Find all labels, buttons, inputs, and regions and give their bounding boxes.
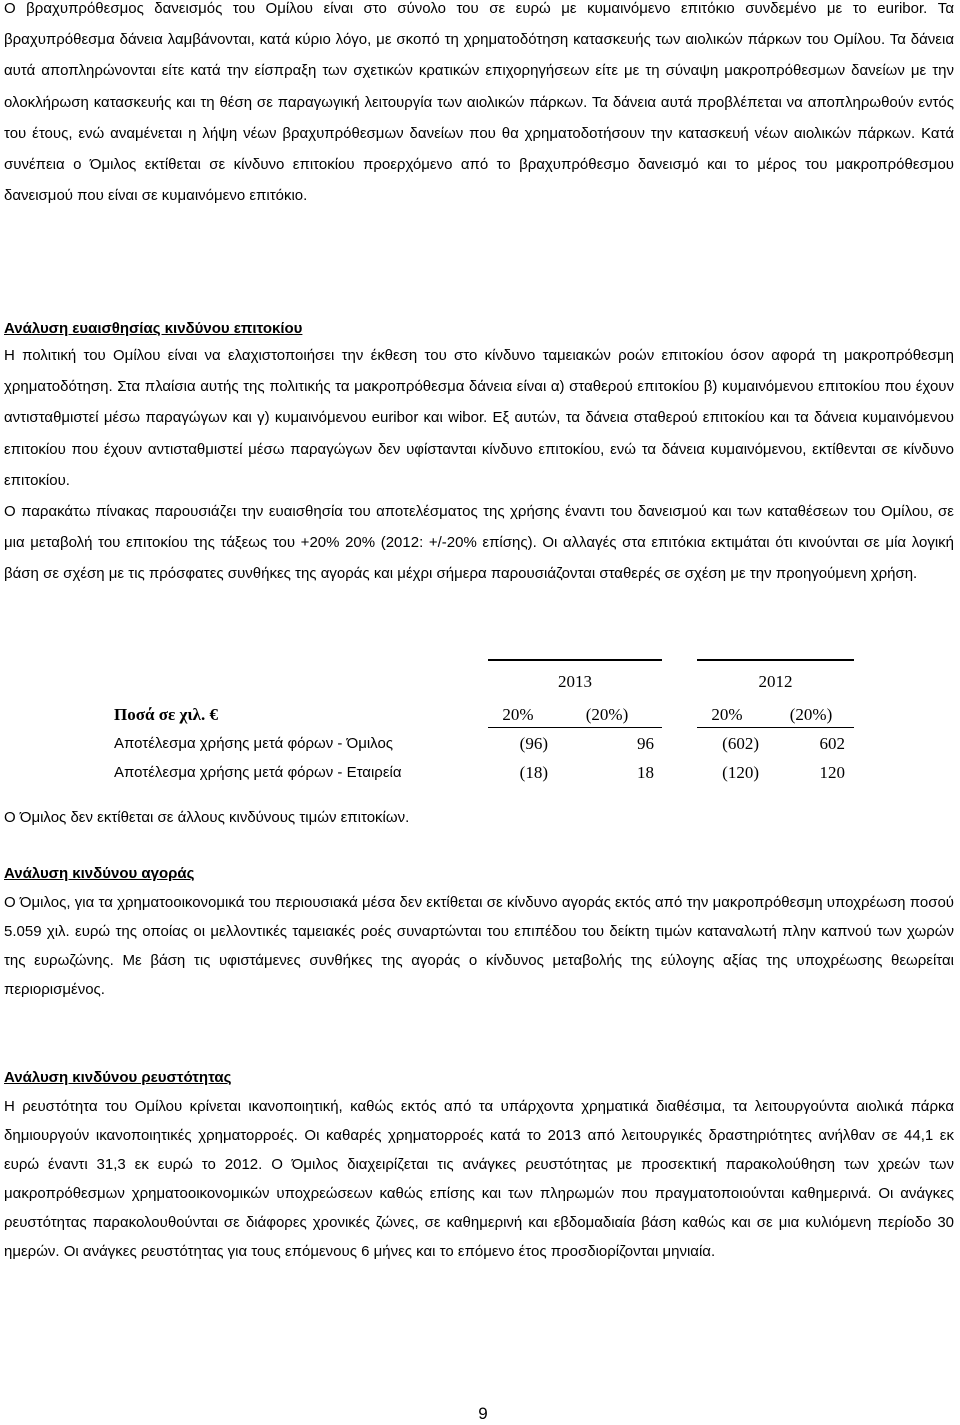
- table-row-company-label: Αποτέλεσμα χρήσης μετά φόρων - Εταιρεία: [114, 764, 402, 781]
- market-risk-heading: Ανάλυση κινδύνου αγοράς: [4, 865, 195, 882]
- table-cell-group-2012-up: (602): [722, 734, 759, 753]
- intro-paragraph: Ο βραχυπρόθεσμος δανεισμός του Ομίλου είναι στο σύνολο του σε ευρώ με κυμαινόμενο επιτόκιο συνδεμένο με το euribor. Τα βραχυπρόθεσμα δάνεια λαμβάνονται, κατά κύριο λόγο, με σκοπό τη χρηματοδότηση κατασκευής των αιολικών πάρκων του Ομίλου. Τα δάνεια αυτά αποπληρώνονται είτε κατά την είσπραξη των σχετικών κρατικών επιχορηγήσεων είτε με τη σύναψη μακροπρόθεσμων δανείων με την ολοκλήρωση κατασκευής και τη θέση σε παραγωγική λειτουργία των αιολικών πάρκων. Τα δάνεια αυτά προβλέπεται να αποπληρωθούν εντός του έτους, ενώ αναμένεται η λήψη νέων βραχυπρόθεσμων δανείων που θα χρηματοδοτήσουν την κατασκευή νέων αιολικών πάρκων. Κατά συνέπεια ο Όμιλος εκτίθεται σε κίνδυνο επιτοκίου προερχόμενο από το βραχυπρόθεσμο δανεισμό και το μέρος του μακροπρόθεσμου δανεισμού που είναι σε κυμαινόμενο επιτόκιο.: [4, 0, 954, 205]
- market-risk-paragraph: Ο Όμιλος, για τα χρηματοοικονομικά του περιουσιακά μέσα δεν εκτίθεται σε κίνδυνο αγοράς εκτός από την μακροπρόθεσμη υποχρέωση ποσού 5.059 χιλ. ευρώ της οποίας οι μελλοντικές ταμειακές ροές συναρτώνται του επιπέδου του δείκτη τιμών καταναλωτή πλην καπνού των χωρών της ευρωζώνης. Με βάση τις υφιστάμενες συνθήκες της αγοράς ο κίνδυνος μεταβολής της εύλογης αξίας της υποχρέωσης θεωρείται περιορισμένος.: [4, 894, 954, 998]
- year-2013-header: 2013: [558, 672, 592, 691]
- year-2012-header: 2012: [758, 672, 793, 691]
- col-header-2012-rule: [697, 727, 854, 728]
- col-header-2013-down: (20%): [585, 705, 629, 724]
- col-header-2012-down: (20%): [789, 705, 833, 724]
- table-cell-group-2013-up: (96): [519, 734, 548, 753]
- table-cell-company-2012-down: 120: [819, 763, 845, 782]
- table-cell-company-2012-up: (120): [722, 763, 759, 782]
- amounts-unit-label: Ποσά σε χιλ. €: [114, 705, 218, 724]
- interest-rate-text: [4, 340, 954, 590]
- table-cell-company-2013-up: (18): [519, 763, 548, 782]
- year-2012-rule: [697, 659, 854, 661]
- col-header-2013-up: 20%: [502, 705, 534, 724]
- sensitivity-table: [114, 659, 854, 789]
- interest-rate-policy-paragraph: Η πολιτική του Ομίλου είναι να ελαχιστοποιήσει την έκθεση του στο κίνδυνο ταμειακών ροών επιτοκίου όσον αφορά τη μακροπρόθεσμη χρηματοδότηση. Στα πλαίσια αυτής της πολιτικής τα μακροπρόθεσμα δάνεια είναι α) σταθερού επιτοκίου β) κυμαινόμενου επιτοκίου που έχουν αντισταθμιστεί μέσω παραγώγων και γ) κυμαινόμενου euribor και wibor. Εξ αυτών, τα δάνεια σταθερού επιτοκίου και τα δάνεια κυμαινόμενου επιτοκίου που έχουν αντισταθμιστεί μέσω παραγώγων δεν υφίστανται κίνδυνο επιτοκίου, ενώ τα δάνεια κυμαινόμενου, εκτίθενται σε κίνδυνο επιτοκίου.: [4, 347, 954, 489]
- sensitivity-intro-paragraph: Ο παρακάτω πίνακας παρουσιάζει την ευαισθησία του αποτελέσματος της χρήσης έναντι του δανεισμού και των καταθέσεων του Ομίλου, σε μια μεταβολή του επιτοκίου της τάξεως του +20% 20% (2012: +/-20% επίσης). Οι αλλαγές στα επιτόκια εκτιμάται ότι κινούνται σε μία λογική βάση σε σχέση με τις πρόσφατες συνθήκες της αγοράς και μέχρι σήμερα παρουσιάζονται σταθερές σε σχέση με την προηγούμενη χρήση.: [4, 503, 954, 583]
- other-rate-risk-note: Ο Όμιλος δεν εκτίθεται σε άλλους κινδύνους τιμών επιτοκίων.: [4, 809, 410, 826]
- table-cell-company-2013-down: 18: [637, 763, 654, 782]
- table-cell-group-2013-down: 96: [637, 734, 654, 753]
- col-header-2013-rule: [488, 727, 662, 728]
- document-page: [4, 0, 954, 1425]
- interest-rate-heading: Ανάλυση ευαισθησίας κινδύνου επιτοκίου: [4, 320, 303, 337]
- liquidity-risk-paragraph: Η ρευστότητα του Ομίλου κρίνεται ικανοποιητική, καθώς εκτός από τα υπάρχοντα χρηματικά διαθέσιμα, τα λειτουργούντα αιολικά πάρκα δημιουργούν ικανοποιητικές χρηματορροές. Οι καθαρές χρηματορροές κατά το 2013 από λειτουργικές δραστηριότητες ανήλθαν σε 44,1 εκ ευρώ έναντι 31,3 εκ ευρώ το 2012. Ο Όμιλος διαχειρίζεται τις ανάγκες ρευστότητας με προσεκτική παρακολούθηση των χρεών των μακροπρόθεσμων χρηματοοικονομικών υποχρεώσεων καθώς επίσης και των πληρωμών που πραγματοποιούνται καθημερινά. Οι ανάγκες ρευστότητας παρακολουθούνται σε διάφορες χρονικές ζώνες, σε καθημερινή και εβδομαδιαία βάση καθώς και σε μια κυλιόμενη περίοδο 30 ημερών. Οι ανάγκες ρευστότητας για τους επόμενους 6 μήνες και το επόμενο έτος προσδιορίζονται μηνιαία.: [4, 1098, 954, 1260]
- table-row-group-label: Αποτέλεσμα χρήσης μετά φόρων - Όμιλος: [114, 735, 394, 752]
- page-number: 9: [478, 1404, 488, 1423]
- table-cell-group-2012-down: 602: [819, 734, 845, 753]
- col-header-2012-up: 20%: [711, 705, 743, 724]
- year-2013-rule: [488, 659, 662, 661]
- liquidity-risk-heading: Ανάλυση κινδύνου ρευστότητας: [4, 1069, 232, 1086]
